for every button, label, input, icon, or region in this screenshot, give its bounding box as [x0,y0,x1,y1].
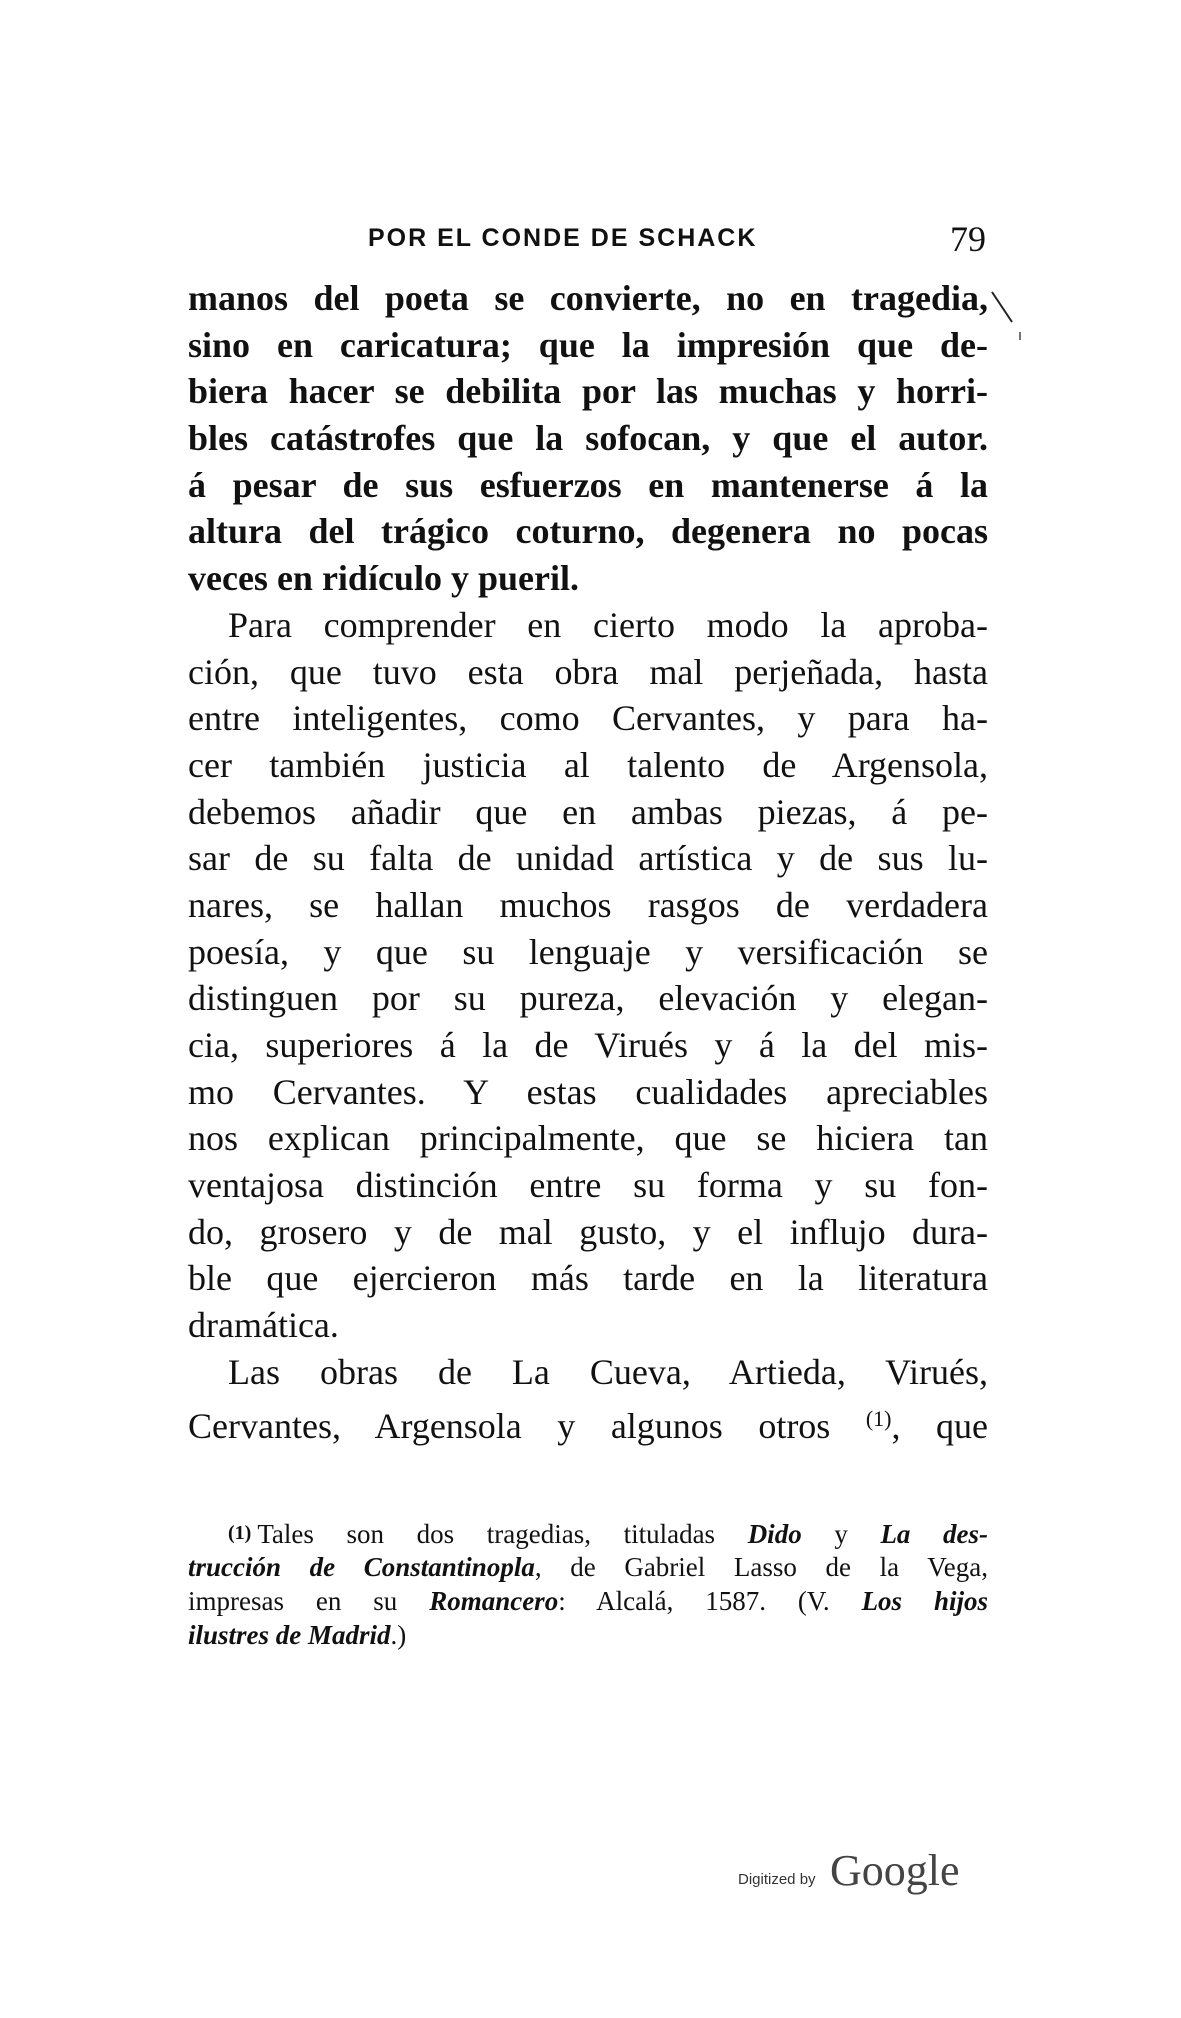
text-line: manos del poeta se convierte, no en tragedia, [188,278,988,318]
text-line: altura del trágico coturno, degenera no pocas [188,511,988,552]
page-number: 79 [950,219,986,259]
title-italic: La des- [880,1519,989,1549]
text-line: bles catástrofes que la sofocan, y que el autor. [188,418,988,459]
margin-pencil-mark [990,288,1030,348]
text-line: debemos añadir que en ambas piezas, á pe- [188,791,988,832]
text-line: veces en ridículo y pueril. [188,558,579,599]
text-fragment: impresas en su [188,1586,398,1616]
paragraph-3 [188,1349,988,1446]
footnote-mark: (1) [228,1522,252,1544]
text-line: distinguen por su pureza, elevación y elegan- [188,978,988,1019]
footnote-line [188,1516,988,1550]
body-text [188,275,988,1446]
text-line: biera hacer se debilita por las muchas y horri- [188,371,988,412]
text-fragment: , que [891,1405,988,1446]
footnote-line [188,1618,988,1652]
running-head [188,218,1008,268]
text-line: Las obras de La Cueva, Artieda, Virués, [228,1351,988,1392]
watermark-logo-text: Google [830,1846,960,1895]
text-line: ción, que tuvo esta obra mal perjeñada, hasta [188,651,988,692]
text-fragment: Tales son dos tragedias, tituladas [257,1519,716,1549]
title-italic: Los hijos [861,1586,988,1616]
text-fragment: y [834,1519,848,1549]
text-line: entre inteligentes, como Cervantes, y para ha- [188,698,988,739]
footnote [188,1516,988,1652]
text-line: sar de su falta de unidad artística y de sus lu- [188,838,988,879]
text-line: ble que ejercieron más tarde en la literatura [188,1258,988,1299]
text-fragment: : Alcalá, 1587. (V. [558,1586,830,1616]
title-italic: Dido [747,1519,802,1549]
text-line: ventajosa distinción entre su forma y su fon- [188,1165,988,1206]
text-line: dramática. [188,1305,339,1346]
text-line [188,1396,988,1446]
text-line: mo Cervantes. Y estas cualidades apreciables [188,1071,988,1112]
footnote-line [188,1550,988,1584]
footnote-line [188,1584,988,1618]
text-line: cia, superiores á la de Virués y á la del mis- [188,1025,988,1065]
running-title: POR EL CONDE DE SCHACK [368,224,758,252]
text-line: cer también justicia al talento de Argensola, [188,744,988,785]
text-line: poesía, y que su lenguaje y versificación se [188,931,988,972]
text-line: nares, se hallan muchos rasgos de verdadera [188,884,988,925]
text-line: do, grosero y de mal gusto, y el influjo dura- [188,1211,988,1252]
paragraph-2 [188,602,988,1349]
text-line: nos explican principalmente, que se hiciera tan [188,1118,988,1159]
text-fragment: Cervantes, Argensola y algunos otros [188,1405,831,1446]
footnote-reference: (1) [865,1405,892,1431]
text-fragment: , de Gabriel Lasso de la Vega, [534,1552,988,1582]
text-line: Para comprender en cierto modo la aproba- [228,604,988,645]
title-italic: Romancero [429,1586,559,1616]
title-italic: ilustres de Madrid [188,1620,391,1650]
title-italic: trucción de Constantinopla [188,1552,535,1582]
text-line: á pesar de sus esfuerzos en mantenerse á la [188,464,988,505]
watermark-small-text: Digitized by [738,1871,816,1888]
text-line: sino en caricatura; que la impresión que de- [188,324,988,365]
digitized-watermark [738,1845,998,1905]
text-fragment: .) [390,1620,407,1650]
paragraph-1 [188,275,988,602]
